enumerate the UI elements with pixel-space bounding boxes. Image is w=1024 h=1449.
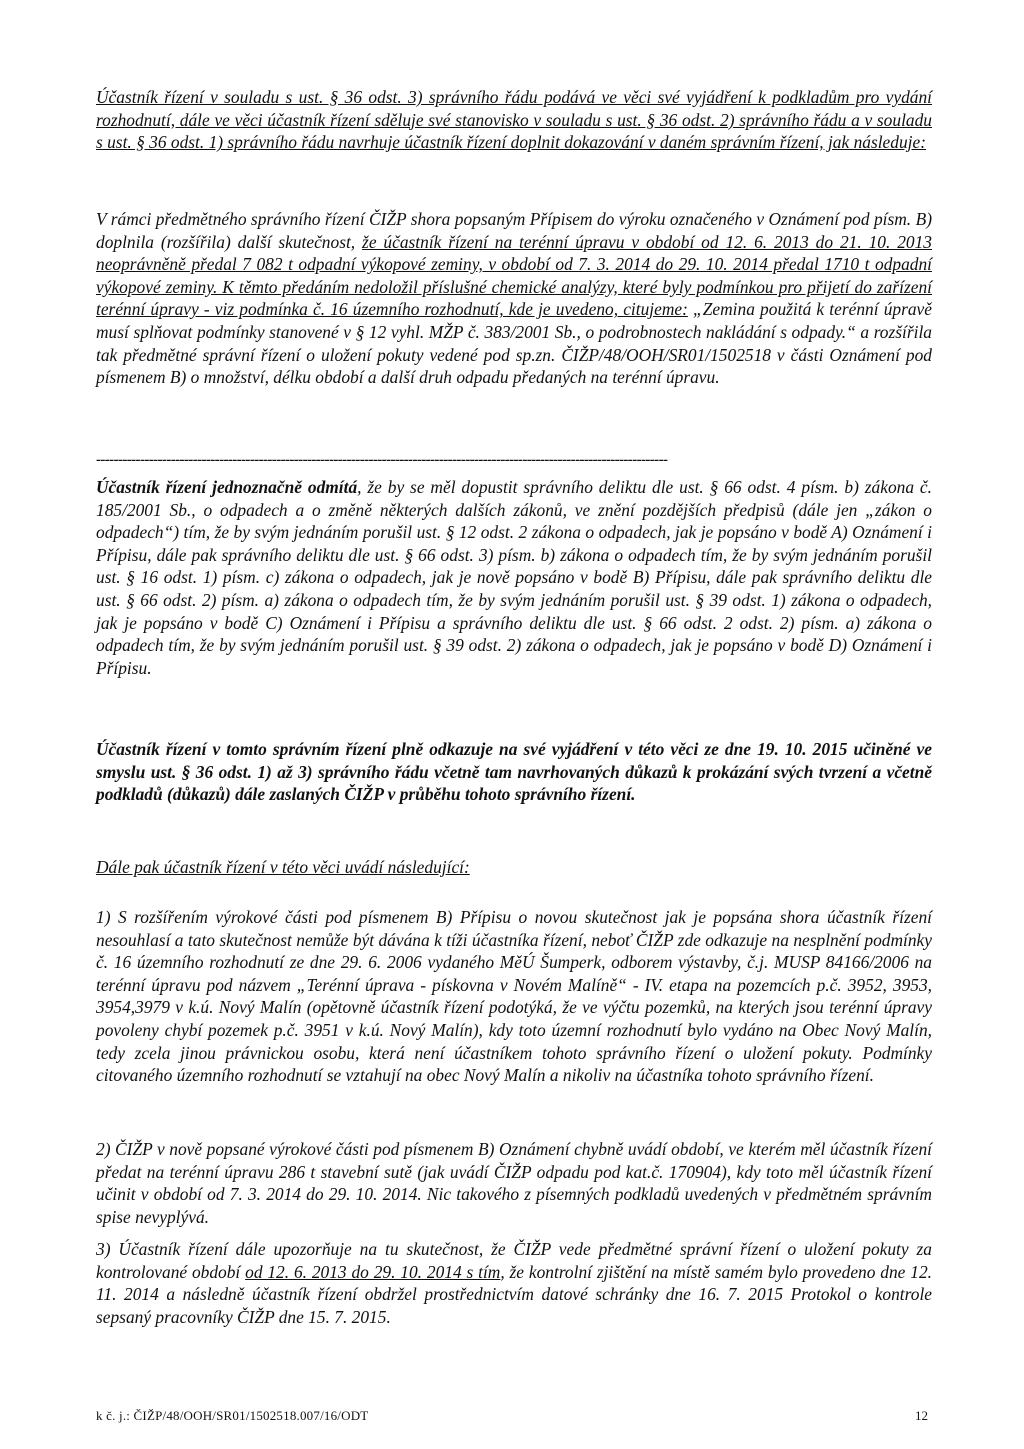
paragraph-scope-text-end: „Zemina použitá k terénní úpravě musí splňovat podmínky stanovené v § 12 vyhl. MŽP č. 383/2001 Sb., o podrobnostech nakládání s odpady.“ a rozšířila tak předmětné správní řízení o uložení pokuty vedené pod sp.zn. ČIŽP/48/OOH/SR01/1502518 v části Oznámení pod písmenem B) o množství, délku období a další druh odpadu předaných na terénní úpravu.	[96, 299, 932, 388]
paragraph-scope-text: V rámci předmětného správního řízení ČIŽP shora popsaným Přípisem do výroku označeného v Oznámení pod písm. B) doplnila (rozšířila) další skutečnost,	[96, 209, 932, 252]
paragraph-scope	[96, 208, 932, 389]
paragraph-rejection	[96, 476, 932, 679]
paragraph-rejection-bold: Účastník řízení jednoznačně odmítá	[96, 477, 358, 497]
footer-page-number: 12	[915, 1408, 928, 1423]
paragraph-point-3-text-end: , že kontrolní zjištění na místě samém bylo provedeno dne 12. 11. 2014 a následně účastník řízení obdržel prostřednictvím datové schránky dne 16. 7. 2015 Protokol o kontrole sepsaný pracovníky ČIŽP dne 15. 7. 2015.	[96, 1261, 932, 1327]
paragraph-point-2	[96, 1138, 932, 1228]
paragraph-point-1	[96, 906, 932, 1087]
paragraph-point-2-text: 2) ČIŽP v nově popsané výrokové části pod písmenem B) Oznámení chybně uvádí období, ve kterém měl účastník řízení předat na terénní úpravu 286 t stavební sutě (jak uvádí ČIŽP odpadu pod kat.č. 170904), kdy toto měl účastník řízení učinit v období od 7. 3. 2014 do 29. 10. 2014. Nic takového z písemných podkladů uvedených v předmětném správním spise nevyplývá.	[96, 1139, 932, 1227]
footer-reference: k č. j.: ČIŽP/48/OOH/SR01/1502518.007/16/ODT	[96, 1408, 369, 1423]
paragraph-rejection-text: , že by se měl dopustit správního deliktu dle ust. § 66 odst. 4 písm. b) zákona č. 185/2001 Sb., o odpadech a o změně některých dalších zákonů, ve znění pozdějších předpisů (dále jen „zákon o odpadech“) tím, že by svým jednáním porušil ust. § 12 odst. 2 zákona o odpadech, jak je popsáno v bodě A) Oznámení i Přípisu, dále pak správního deliktu dle ust. § 66 odst. 3) písm. b) zákona o odpadech tím, že by svým jednáním porušil ust. § 16 odst. 1) písm. c) zákona o odpadech, jak je nově popsáno v bodě B) Přípisu, dále pak správního deliktu dle ust. § 66 odst. 2) písm. a) zákona o odpadech tím, že by svým jednáním porušil ust. § 39 odst. 1) zákona o odpadech, jak je popsáno v bodě C) Oznámení i Přípisu a správního deliktu dle ust. § 66 odst. 2 odst. 2) písm. a) zákona o odpadech tím, že by svým jednáním porušil ust. § 39 odst. 2) zákona o odpadech, jak je popsáno v bodě D) Oznámení i Přípisu.	[96, 477, 932, 678]
paragraph-point-1-text: 1) S rozšířením výrokové části pod písmenem B) Přípisu o novou skutečnost jak je popsána shora účastník řízení nesouhlasí a tato skutečnost nemůže být dávána k tíži účastníka řízení, neboť ČIŽP zde odkazuje na nesplnění podmínky č. 16 územního rozhodnutí ze dne 29. 6. 2006 vydaného MěÚ Šumperk, odborem výstavby, č.j. MUSP 84166/2006 na terénní úpravu pod názvem „Terénní úprava - pískovna v Novém Malíně“ - IV. etapa na pozemcích p.č. 3952, 3953, 3954,3979 v k.ú. Nový Malín (opětovně účastník řízení podotýká, že ve výčtu pozemků, na kterých jsou terénní úpravy povoleny chybí pozemek p.č. 3951 v k.ú. Nový Malín), kdy toto územní rozhodnutí bylo vydáno na Obec Nový Malín, tedy zcela jinou právnickou osobu, která není účastníkem tohoto správního řízení o uložení pokuty. Podmínky citovaného územního rozhodnutí se vztahují na obec Nový Malín a nikoliv na účastníka tohoto správního řízení.	[96, 907, 932, 1086]
paragraph-point-3-text: 3) Účastník řízení dále upozorňuje na tu skutečnost, že ČIŽP vede předmětné správní řízení o uložení pokuty za kontrolované období	[96, 1239, 932, 1282]
paragraph-point-3	[96, 1238, 932, 1328]
separator-line: ----------------------------------------------------------------------------------------------------------------------------------	[96, 452, 668, 468]
paragraph-scope-underlined: že účastník řízení na terénní úpravu v období od 12. 6. 2013 do 21. 10. 2013 neoprávněně předal 7 082 t odpadní výkopové zeminy, v období od 7. 3. 2014 do 29. 10. 2014 předal 1710 t odpadní výkopové zeminy. K těmto předáním nedoložil příslušné chemické analýzy, které byly podmínkou pro přijetí do zařízení terénní úpravy - viz podmínka č. 16 územního rozhodnutí, kde je uvedeno, citujeme:	[96, 231, 932, 320]
paragraph-heading-following	[96, 856, 932, 879]
paragraph-point-3-underlined: od 12. 6. 2013 do 29. 10. 2014 s tím	[245, 1261, 501, 1282]
paragraph-reference-text: Účastník řízení v tomto správním řízení plně odkazuje na své vyjádření v této věci ze dne 19. 10. 2015 učiněné ve smyslu ust. § 36 odst. 1) až 3) správního řádu včetně tam navrhovaných důkazů k prokázání svých tvrzení a včetně podkladů (důkazů) dále zaslaných ČIŽP v průběhu tohoto správního řízení.	[96, 739, 932, 805]
paragraph-reference	[96, 738, 932, 806]
paragraph-intro-text: Účastník řízení v souladu s ust. § 36 odst. 3) správního řádu podává ve věci své vyjádření k podkladům pro vydání rozhodnutí, dále ve věci účastník řízení sděluje své stanovisko v souladu s ust. § 36 odst. 2) správního řádu a v souladu s ust. § 36 odst. 1) správního řádu navrhuje účastník řízení doplnit dokazování v daném správním řízení, jak následuje:	[96, 87, 932, 153]
paragraph-heading-following-text: Dále pak účastník řízení v této věci uvádí následující:	[96, 857, 470, 877]
paragraph-intro	[96, 86, 932, 154]
